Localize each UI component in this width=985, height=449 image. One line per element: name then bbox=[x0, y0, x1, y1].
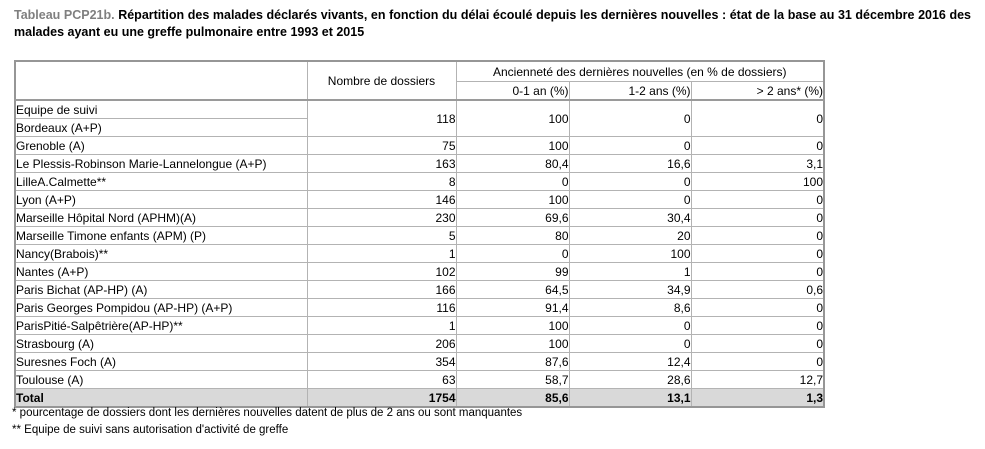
cell-1-2-ans: 0 bbox=[569, 100, 691, 137]
cell-0-1-an: 69,6 bbox=[456, 209, 569, 227]
cell-nombre-dossiers: 1754 bbox=[307, 389, 456, 408]
table-row bbox=[15, 299, 824, 317]
footnote-1: * pourcentage de dossiers dont les dernières nouvelles datent de plus de 2 ans ou sont manquantes bbox=[12, 407, 523, 419]
table-row bbox=[15, 353, 824, 371]
cell-0-1-an: 0 bbox=[456, 245, 569, 263]
cell-0-1-an: 91,4 bbox=[456, 299, 569, 317]
cell-gt-2-ans: 0,6 bbox=[691, 281, 824, 299]
cell-0-1-an: 100 bbox=[456, 335, 569, 353]
header-0-1-an: 0-1 an (%) bbox=[456, 82, 569, 101]
cell-gt-2-ans: 0 bbox=[691, 245, 824, 263]
cell-gt-2-ans: 0 bbox=[691, 317, 824, 335]
cell-gt-2-ans: 3,1 bbox=[691, 155, 824, 173]
cell-1-2-ans: 28,6 bbox=[569, 371, 691, 389]
table-title bbox=[14, 7, 971, 41]
header-nombre-dossiers: Nombre de dossiers bbox=[307, 61, 456, 100]
row-label: Nancy(Brabois)** bbox=[15, 245, 307, 263]
cell-nombre-dossiers: 206 bbox=[307, 335, 456, 353]
cell-1-2-ans: 30,4 bbox=[569, 209, 691, 227]
row-label: Toulouse (A) bbox=[15, 371, 307, 389]
cell-0-1-an: 100 bbox=[456, 317, 569, 335]
row-label: Lyon (A+P) bbox=[15, 191, 307, 209]
cell-1-2-ans: 20 bbox=[569, 227, 691, 245]
cell-gt-2-ans: 0 bbox=[691, 227, 824, 245]
row-label: Paris Bichat (AP-HP) (A) bbox=[15, 281, 307, 299]
table-title-prefix: Tableau PCP21b. bbox=[14, 8, 115, 22]
row-label: LilleA.Calmette** bbox=[15, 173, 307, 191]
cell-1-2-ans: 13,1 bbox=[569, 389, 691, 408]
cell-0-1-an: 100 bbox=[456, 191, 569, 209]
cell-0-1-an: 80 bbox=[456, 227, 569, 245]
cell-nombre-dossiers: 8 bbox=[307, 173, 456, 191]
cell-nombre-dossiers: 102 bbox=[307, 263, 456, 281]
header-anciennete-group: Ancienneté des dernières nouvelles (en % de dossiers) bbox=[456, 61, 824, 82]
cell-1-2-ans: 0 bbox=[569, 191, 691, 209]
row-label: Le Plessis-Robinson Marie-Lannelongue (A+P) bbox=[15, 155, 307, 173]
cell-gt-2-ans: 1,3 bbox=[691, 389, 824, 408]
row-label: Paris Georges Pompidou (AP-HP) (A+P) bbox=[15, 299, 307, 317]
cell-1-2-ans: 1 bbox=[569, 263, 691, 281]
row-label: ParisPitié-Salpêtrière(AP-HP)** bbox=[15, 317, 307, 335]
cell-0-1-an: 64,5 bbox=[456, 281, 569, 299]
cell-gt-2-ans: 0 bbox=[691, 100, 824, 137]
table-row bbox=[15, 335, 824, 353]
cell-1-2-ans: 100 bbox=[569, 245, 691, 263]
cell-gt-2-ans: 0 bbox=[691, 335, 824, 353]
cell-1-2-ans: 12,4 bbox=[569, 353, 691, 371]
header-corner-cell bbox=[15, 61, 307, 100]
row-label: Marseille Timone enfants (APM) (P) bbox=[15, 227, 307, 245]
cell-1-2-ans: 16,6 bbox=[569, 155, 691, 173]
header-1-2-ans: 1-2 ans (%) bbox=[569, 82, 691, 101]
table-row bbox=[15, 227, 824, 245]
cell-gt-2-ans: 0 bbox=[691, 209, 824, 227]
table-row bbox=[15, 209, 824, 227]
table-header bbox=[15, 61, 824, 100]
cell-nombre-dossiers: 354 bbox=[307, 353, 456, 371]
cell-gt-2-ans: 0 bbox=[691, 137, 824, 155]
table-title-text: Répartition des malades déclarés vivants, en fonction du délai écoulé depuis les dernières nouvelles : état de la base au 31 décembre 2016 des malades ayant eu une greffe pulmonaire entre 1993 et 2015 bbox=[14, 8, 971, 39]
cell-nombre-dossiers: 1 bbox=[307, 245, 456, 263]
row-label: Nantes (A+P) bbox=[15, 263, 307, 281]
table-row bbox=[15, 263, 824, 281]
cell-nombre-dossiers: 1 bbox=[307, 317, 456, 335]
row-label: Marseille Hôpital Nord (APHM)(A) bbox=[15, 209, 307, 227]
cell-0-1-an: 85,6 bbox=[456, 389, 569, 408]
table-row-equipe-de-suivi bbox=[15, 100, 824, 119]
cell-nombre-dossiers: 118 bbox=[307, 100, 456, 137]
cell-nombre-dossiers: 75 bbox=[307, 137, 456, 155]
row-label: Grenoble (A) bbox=[15, 137, 307, 155]
cell-0-1-an: 99 bbox=[456, 263, 569, 281]
cell-1-2-ans: 0 bbox=[569, 335, 691, 353]
table-row bbox=[15, 191, 824, 209]
cell-gt-2-ans: 0 bbox=[691, 299, 824, 317]
footnotes bbox=[12, 405, 522, 439]
cell-1-2-ans: 0 bbox=[569, 173, 691, 191]
cell-0-1-an: 0 bbox=[456, 173, 569, 191]
cell-0-1-an: 58,7 bbox=[456, 371, 569, 389]
cell-0-1-an: 100 bbox=[456, 137, 569, 155]
cell-1-2-ans: 0 bbox=[569, 317, 691, 335]
header-row-group bbox=[15, 61, 824, 82]
cell-1-2-ans: 8,6 bbox=[569, 299, 691, 317]
cell-nombre-dossiers: 166 bbox=[307, 281, 456, 299]
row-label: Strasbourg (A) bbox=[15, 335, 307, 353]
cell-gt-2-ans: 0 bbox=[691, 263, 824, 281]
cell-nombre-dossiers: 116 bbox=[307, 299, 456, 317]
table-row bbox=[15, 137, 824, 155]
table-row bbox=[15, 155, 824, 173]
cell-nombre-dossiers: 230 bbox=[307, 209, 456, 227]
table-row bbox=[15, 317, 824, 335]
cell-gt-2-ans: 100 bbox=[691, 173, 824, 191]
row-label: Bordeaux (A+P) bbox=[15, 119, 307, 137]
row-label: Equipe de suivi bbox=[15, 100, 307, 119]
cell-nombre-dossiers: 63 bbox=[307, 371, 456, 389]
cell-0-1-an: 80,4 bbox=[456, 155, 569, 173]
row-label: Suresnes Foch (A) bbox=[15, 353, 307, 371]
cell-1-2-ans: 0 bbox=[569, 137, 691, 155]
cell-0-1-an: 100 bbox=[456, 100, 569, 137]
footnote-2: ** Equipe de suivi sans autorisation d'activité de greffe bbox=[12, 424, 289, 436]
cell-nombre-dossiers: 5 bbox=[307, 227, 456, 245]
cell-nombre-dossiers: 163 bbox=[307, 155, 456, 173]
row-label: Total bbox=[15, 389, 307, 408]
table-row bbox=[15, 281, 824, 299]
header-gt-2-ans: > 2 ans* (%) bbox=[691, 82, 824, 101]
cell-1-2-ans: 34,9 bbox=[569, 281, 691, 299]
cell-nombre-dossiers: 146 bbox=[307, 191, 456, 209]
table-row bbox=[15, 245, 824, 263]
table-row bbox=[15, 173, 824, 191]
cell-gt-2-ans: 0 bbox=[691, 353, 824, 371]
cell-gt-2-ans: 0 bbox=[691, 191, 824, 209]
data-table bbox=[14, 60, 825, 408]
table-row bbox=[15, 371, 824, 389]
cell-0-1-an: 87,6 bbox=[456, 353, 569, 371]
cell-gt-2-ans: 12,7 bbox=[691, 371, 824, 389]
